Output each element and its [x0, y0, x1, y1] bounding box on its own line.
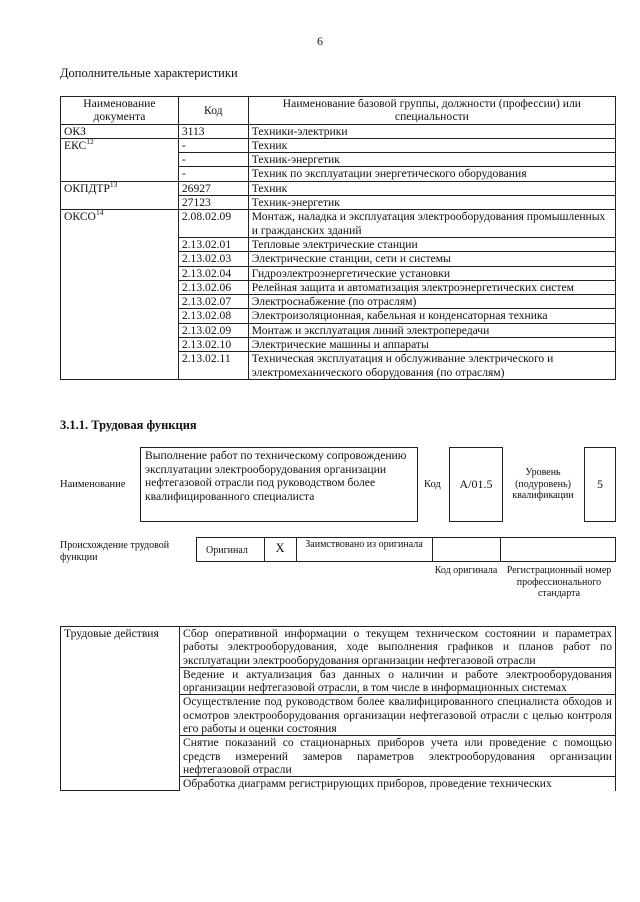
name-label: Наименование [60, 479, 126, 490]
labour-action-item: Осуществление под руководством более квалифицированного специалиста обходов и осмотров электрооборудования организации нефтегазовой отрасли с целью контроля его работы и оценки состояния [180, 695, 616, 736]
table-row [61, 352, 616, 380]
cell-code: 2.13.02.10 [178, 338, 248, 352]
labour-action-item: Сбор оперативной информации о текущем техническом состоянии и параметрах работы электрооборудования, ходе выполнения графиков и планов работ по эксплуатации электрооборудования организации нефтегазовой отрасли [180, 627, 616, 668]
cell-document [61, 124, 179, 138]
cell-code: 2.13.02.06 [178, 280, 248, 294]
function-code: A/01.5 [459, 477, 493, 491]
table-row [61, 153, 616, 167]
cell-code: - [178, 138, 248, 152]
cell-name: Электрические станции, сети и системы [248, 252, 615, 266]
cell-code: 3113 [178, 124, 248, 138]
registration-number-caption: Регистрационный номер профессионального стандарта [506, 565, 612, 599]
cell-document [61, 323, 179, 337]
cell-document [61, 138, 179, 152]
cell-code: 2.13.02.11 [178, 352, 248, 380]
cell-code: 2.08.02.09 [178, 210, 248, 238]
table-row [61, 210, 616, 238]
cell-code: 2.13.02.03 [178, 252, 248, 266]
table-row [61, 323, 616, 337]
function-code-box [449, 447, 503, 522]
level-label: Уровень (подуровень) квалификации [512, 467, 574, 501]
cell-document [61, 266, 179, 280]
cell-document [61, 153, 179, 167]
document-name: ОКЗ [64, 124, 86, 138]
cell-name: Электрические машины и аппараты [248, 338, 615, 352]
code-of-original-caption: Код оригинала [434, 565, 498, 576]
cell-name: Тепловые электрические станции [248, 237, 615, 251]
table-row [61, 252, 616, 266]
cell-name: Электроизоляционная, кабельная и конденсаторная техника [248, 309, 615, 323]
cell-code: 2.13.02.01 [178, 237, 248, 251]
header-name: Наименование базовой группы, должности (профессии) или специальности [248, 97, 615, 125]
cell-document [61, 352, 179, 380]
cell-code: - [178, 167, 248, 181]
document-name: ЕКС [64, 138, 87, 152]
table-row [61, 237, 616, 251]
borrowed-label: Заимствовано из оригинала [305, 539, 423, 550]
table-row [61, 124, 616, 138]
cell-name: Техник-энергетик [248, 196, 615, 210]
table-header-row [61, 97, 616, 125]
cell-document [61, 210, 179, 238]
labour-actions-label: Трудовые действия [61, 627, 180, 791]
section-title: 3.1.1. Трудовая функция [60, 418, 197, 432]
footnote-ref: 13 [109, 179, 118, 189]
level-box [584, 447, 616, 522]
origin-divider [432, 537, 433, 562]
cell-name: Электроснабжение (по отраслям) [248, 295, 615, 309]
table-row [61, 138, 616, 152]
table-row [61, 309, 616, 323]
cell-code: - [178, 153, 248, 167]
original-label: Оригинал [206, 545, 248, 556]
cell-name: Монтаж и эксплуатация линий электропередачи [248, 323, 615, 337]
labour-action-item: Снятие показаний со стационарных приборов учета или проведение с помощью средств измерений замеров параметров электрооборудования организации нефтегазовой отрасли [180, 736, 616, 777]
labour-action-item: Обработка диаграмм регистрирующих приборов, проведение технических [180, 777, 616, 791]
cell-code: 2.13.02.04 [178, 266, 248, 280]
cell-code: 2.13.02.09 [178, 323, 248, 337]
cell-document [61, 237, 179, 251]
table-row [61, 266, 616, 280]
header-code: Код [178, 97, 248, 125]
additional-characteristics-title: Дополнительные характеристики [60, 66, 238, 80]
cell-name: Гидроэлектроэнергетические установки [248, 266, 615, 280]
cell-document [61, 181, 179, 195]
table-row [61, 338, 616, 352]
cell-code: 2.13.02.08 [178, 309, 248, 323]
cell-document [61, 338, 179, 352]
cell-name: Техник по эксплуатации энергетического оборудования [248, 167, 615, 181]
cell-document [61, 167, 179, 181]
cell-code: 2.13.02.07 [178, 295, 248, 309]
level-value: 5 [597, 477, 603, 491]
function-name: Выполнение работ по техническому сопровождению эксплуатации электрооборудования организации нефтегазовой отрасли под руководством более квалифицированного специалиста [145, 449, 407, 503]
footnote-ref: 12 [86, 137, 94, 147]
original-mark: X [275, 541, 285, 555]
cell-document [61, 295, 179, 309]
cell-code: 26927 [178, 181, 248, 195]
origin-divider [296, 537, 297, 562]
header-document: Наименование документа [61, 97, 179, 125]
cell-name: Техник-энергетик [248, 153, 615, 167]
labour-action-item: Ведение и актуализация баз данных о наличии и работе электрооборудования организации нефтегазовой отрасли, в том числе в информационных системах [180, 667, 616, 695]
document-name: ОКПДТР [64, 181, 110, 195]
table-row [61, 295, 616, 309]
origin-label: Происхождение трудовой функции [60, 540, 170, 563]
origin-divider [500, 537, 501, 562]
cell-document [61, 252, 179, 266]
table-row [61, 280, 616, 294]
labour-actions-table [60, 626, 616, 791]
table-row [61, 627, 616, 668]
table-row [61, 196, 616, 210]
table-row [61, 181, 616, 195]
cell-name: Техник [248, 138, 615, 152]
code-label: Код [424, 479, 441, 490]
cell-document [61, 196, 179, 210]
cell-document [61, 309, 179, 323]
cell-name: Техническая эксплуатация и обслуживание электрического и электромеханического оборудования (по отраслям) [248, 352, 615, 380]
cell-name: Техник [248, 181, 615, 195]
function-name-box [140, 447, 418, 522]
footnote-ref: 14 [95, 208, 104, 218]
cell-name: Монтаж, наладка и эксплуатация электрооборудования промышленных и гражданских зданий [248, 210, 615, 238]
document-name: ОКСО [64, 210, 96, 224]
additional-characteristics-table [60, 96, 616, 380]
table-row [61, 167, 616, 181]
cell-code: 27123 [178, 196, 248, 210]
cell-document [61, 280, 179, 294]
cell-name: Техники-электрики [248, 124, 615, 138]
page-number: 6 [317, 34, 323, 48]
cell-name: Релейная защита и автоматизация электроэнергетических систем [248, 280, 615, 294]
